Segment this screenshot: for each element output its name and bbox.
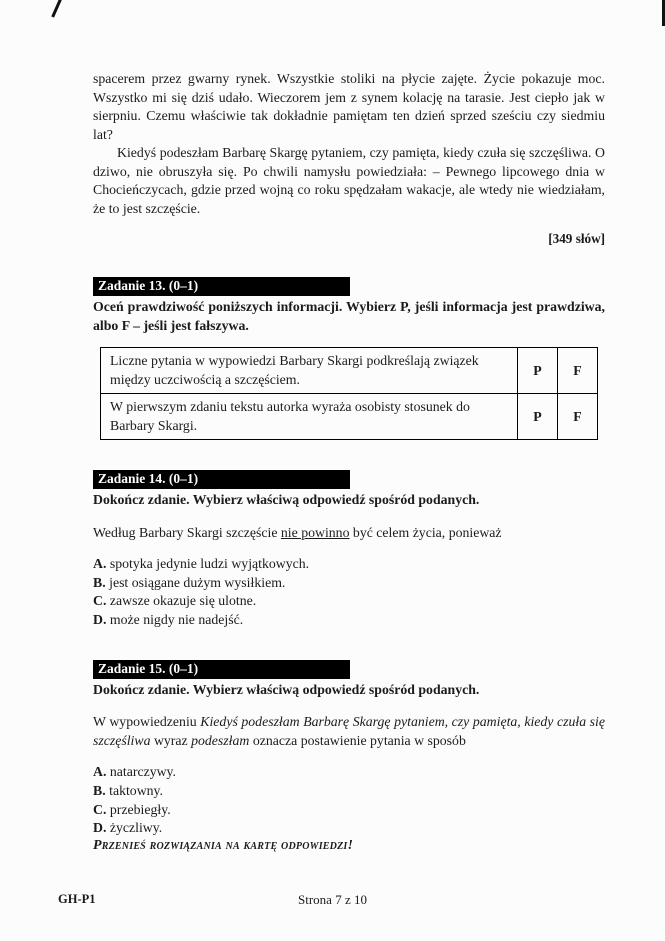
option-text: życzliwy. [109, 820, 163, 836]
option-letter: A. [93, 556, 107, 571]
option-text: taktowny. [109, 783, 164, 799]
option-d[interactable] [93, 611, 605, 630]
task-13-header: Zadanie 13. (0–1) [93, 277, 350, 296]
option-c[interactable] [93, 801, 605, 820]
option-letter: A. [93, 764, 107, 780]
statement-cell: Liczne pytania w wypowiedzi Barbary Skargi podkreślają związek między uczciwością a szczęściem. [101, 348, 518, 394]
option-text: spotyka jedynie ludzi wyjątkowych. [109, 556, 310, 571]
option-text: przebiegły. [109, 801, 171, 817]
task-15-stem [93, 713, 605, 750]
passage-paragraph-2: Kiedyś podeszłam Barbarę Skargę pytaniem, czy pamięta, kiedy czuła się szczęśliwa. O dziwo, nie obruszyła się. Po chwili namysłu powiedziała: – Pewnego lipcowego dnia w Chocieńczycach, gdzie przed wojną co roku spędzałam wakacje, ale wtedy nie wiedziałam, że to jest szczęście. [93, 145, 605, 216]
transfer-answers-note: Przenieś rozwiązania na kartę odpowiedzi! [93, 838, 354, 853]
option-letter: B. [93, 783, 106, 799]
stem-quoted-word: podeszłam [191, 732, 250, 748]
option-text: jest osiągane dużym wysiłkiem. [109, 574, 286, 590]
stem-underlined-text: nie powinno [280, 524, 350, 540]
task-14-header: Zadanie 14. (0–1) [93, 470, 350, 489]
stem-text: wyraz [150, 732, 192, 748]
statement-cell: W pierwszym zdaniu tekstu autorka wyraża osobisty stosunek do Barbary Skargi. [101, 394, 518, 440]
option-letter: D. [93, 820, 107, 836]
task-14-instruction: Dokończ zdanie. Wybierz właściwą odpowiedź spośród podanych. [93, 492, 480, 507]
option-text: zawsze okazuje się ulotne. [109, 593, 257, 609]
task-15 [93, 660, 605, 838]
answer-false-cell[interactable]: F [558, 394, 598, 440]
option-letter: B. [93, 574, 106, 590]
task-15-options [93, 763, 605, 838]
stem-quoted-text: Kiedyś podeszłam Barbarę Skargę pytaniem, czy pamięta, kiedy czuła się szczęśliwa [93, 714, 605, 748]
answer-false-cell[interactable]: F [558, 348, 598, 394]
table-row [101, 348, 598, 394]
stem-text: być celem życia, ponieważ [349, 524, 502, 540]
task-14-stem [93, 524, 605, 543]
page-number: Strona 7 z 10 [298, 892, 367, 907]
task-13 [93, 277, 605, 440]
task-13-instruction: Oceń prawdziwość poniższych informacji. Wybierz P, jeśli informacja jest prawdziwa, albo F – jeśli jest fałszywa. [93, 299, 605, 333]
task-15-instruction: Dokończ zdanie. Wybierz właściwą odpowiedź spośród podanych. [93, 681, 480, 697]
answer-true-cell[interactable]: P [518, 394, 558, 440]
page-content [93, 70, 605, 838]
option-letter: C. [93, 801, 107, 817]
option-a[interactable] [93, 763, 605, 782]
task-13-true-false-table [100, 347, 598, 440]
option-letter: C. [93, 593, 107, 609]
task-15-header: Zadanie 15. (0–1) [93, 660, 350, 679]
option-a[interactable] [93, 555, 605, 574]
option-c[interactable] [93, 592, 605, 611]
task-14 [93, 470, 605, 630]
passage-paragraph-1: spacerem przez gwarny rynek. Wszystkie stoliki na płycie zajęte. Życie pokazuje moc. Wszystko mi się dziś udało. Wieczorem jem z synem kolację na tarasie. Jest ciepło jak w sierpniu. Czemu właściwie tak dokładnie pamiętam ten dzień sprzed sześciu czy siedmiu lat? [93, 71, 605, 142]
scan-artifact-top-left [51, 0, 64, 18]
word-count: [349 słów] [548, 231, 605, 246]
booklet-code: GH-P1 [58, 892, 96, 906]
option-text: natarczywy. [109, 764, 177, 780]
stem-text: W wypowiedzeniu [93, 714, 201, 730]
answer-true-cell[interactable]: P [518, 348, 558, 394]
stem-text: Według Barbary Skargi szczęście [93, 524, 281, 540]
option-text: może nigdy nie nadejść. [109, 612, 244, 628]
stem-text: oznacza postawienie pytania w sposób [249, 732, 466, 748]
task-14-options [93, 555, 605, 630]
option-d[interactable] [93, 819, 605, 838]
option-letter: D. [93, 612, 107, 628]
option-b[interactable] [93, 782, 605, 801]
table-row [101, 394, 598, 440]
option-b[interactable] [93, 574, 605, 593]
